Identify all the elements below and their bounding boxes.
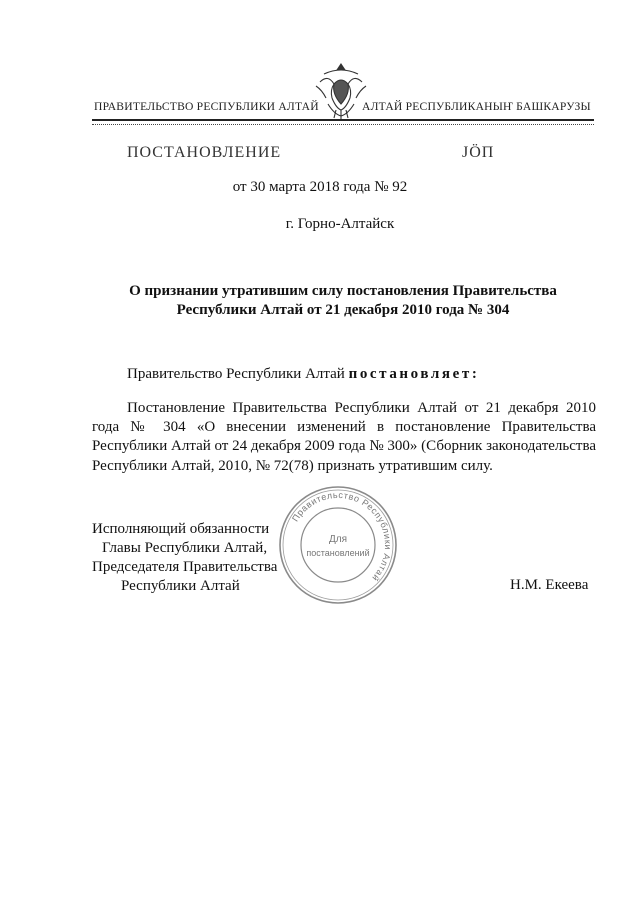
position-line-3: Председателя Правительства xyxy=(92,559,278,575)
position-line-1: Исполняющий обязанности xyxy=(92,521,270,537)
decree-word: постановляет: xyxy=(348,366,480,382)
body-paragraph: Постановление Правительства Республики Алтай от 21 декабря 2010 года № 304 «О внесении изменений в постановление Правительства Республики Алтай от 24 декабря 2009 года № 300» (Сборник законодательства Республики Алтай, 2010, № 72(78) признать утратившим силу. xyxy=(92,400,596,474)
title-line-2: Республики Алтай от 21 декабря 2010 года № 304 xyxy=(176,302,510,318)
place-of-issue: г. Горно-Алтайск xyxy=(285,216,395,232)
header-dotted-rule xyxy=(92,124,594,125)
position-line-2: Главы Республики Алтай, xyxy=(102,540,268,556)
decree-statement xyxy=(127,366,479,383)
stamp-ring-text: Правительство Республики Алтай xyxy=(290,489,394,584)
official-stamp xyxy=(277,484,399,606)
date-and-number: от 30 марта 2018 года № 92 xyxy=(232,179,408,195)
government-name-altai: АЛТАЙ РЕСПУБЛИКАНЫҤ БАШКАРУЗЫ xyxy=(362,100,591,113)
position-line-4: Республики Алтай xyxy=(121,578,240,594)
decree-prefix: Правительство Республики Алтай xyxy=(127,366,349,382)
stamp-center-line-1: Для xyxy=(328,534,348,545)
stamp-center-line-2: постановлений xyxy=(306,548,370,558)
coat-of-arms-emblem xyxy=(312,60,370,124)
signatory-position xyxy=(92,520,277,596)
title-line-1: О признании утратившим силу постановления Правительства xyxy=(129,283,557,299)
government-name-russian: ПРАВИТЕЛЬСТВО РЕСПУБЛИКИ АЛТАЙ xyxy=(94,100,319,113)
header-rule xyxy=(92,119,594,121)
document-kind-altai: ЈӦП xyxy=(462,144,495,161)
document-title xyxy=(92,282,594,320)
document-kind-russian: ПОСТАНОВЛЕНИЕ xyxy=(127,144,282,161)
signatory-name: Н.М. Екеева xyxy=(510,577,589,593)
